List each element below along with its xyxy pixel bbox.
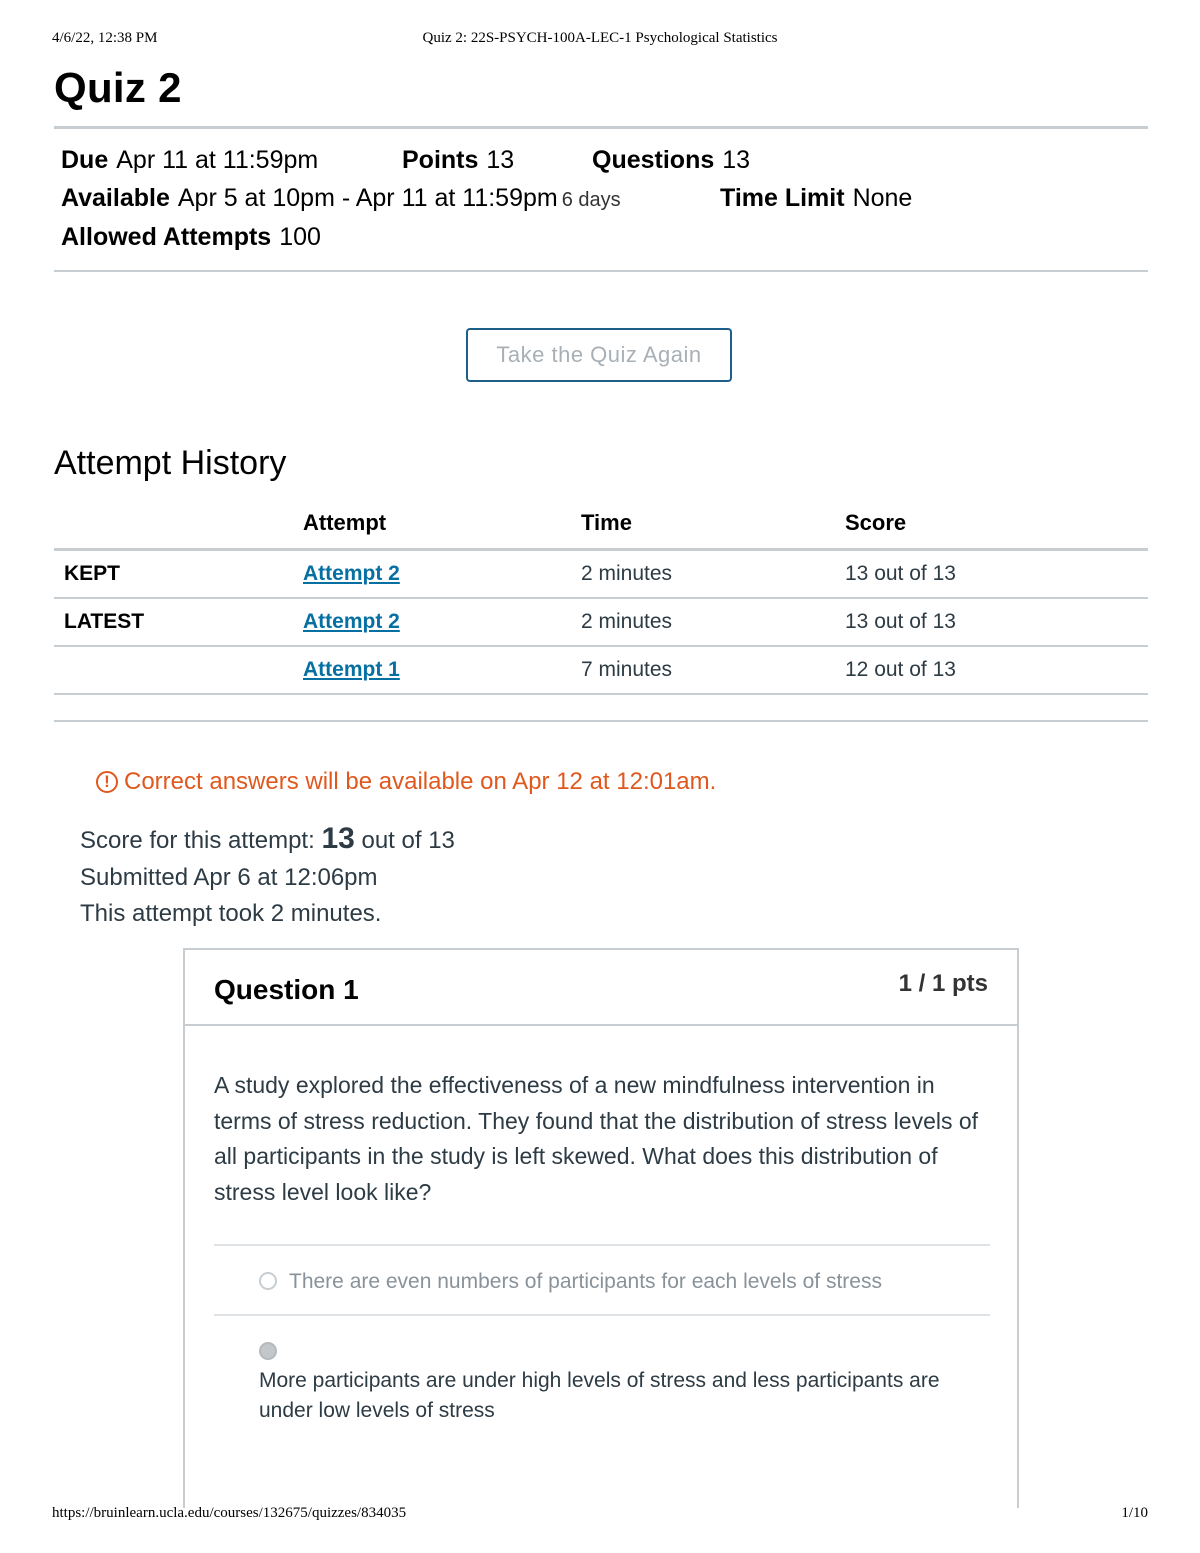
question-title: Question 1 [214, 974, 359, 1005]
due-field [61, 146, 318, 175]
table-row [54, 598, 1148, 646]
divider [54, 270, 1148, 272]
time-limit-label: Time Limit [720, 184, 845, 212]
radio-button-selected[interactable] [259, 1342, 277, 1360]
question-points: 1 / 1 pts [898, 970, 988, 997]
table-row [54, 646, 1148, 694]
print-footer [52, 1505, 1148, 1525]
attempt-score: 12 out of 13 [845, 646, 1148, 694]
questions-field [592, 146, 750, 175]
points-field [402, 146, 514, 175]
answer-divider [214, 1314, 990, 1316]
divider [54, 126, 1148, 129]
attempt-time: 2 minutes [581, 550, 845, 599]
table-row [54, 550, 1148, 599]
print-header [52, 30, 1148, 50]
warning-circle-icon: ! [96, 771, 118, 793]
time-limit-value: None [852, 184, 913, 212]
attempt-history-title: Attempt History [54, 444, 287, 482]
allowed-attempts-label: Allowed Attempts [61, 223, 272, 251]
points-value: 13 [486, 146, 515, 174]
available-label: Available [61, 184, 170, 212]
attempt-history-table [54, 500, 1148, 695]
attempt-link[interactable]: Attempt 2 [303, 610, 400, 633]
allowed-attempts-value: 100 [279, 223, 321, 251]
page-title: Quiz 2 [54, 64, 182, 111]
print-date: 4/6/22, 12:38 PM [52, 30, 158, 46]
time-limit-field [720, 184, 912, 213]
attempt-score: 13 out of 13 [845, 598, 1148, 646]
score-value: 13 [321, 822, 355, 855]
available-duration: 6 days [561, 189, 621, 211]
radio-button-unselected[interactable] [259, 1272, 277, 1290]
questions-label: Questions [592, 146, 715, 174]
questions-value: 13 [722, 146, 751, 174]
print-page-title: Quiz 2: 22S-PSYCH-100A-LEC-1 Psychological Statistics [422, 30, 778, 46]
column-header [54, 500, 303, 550]
question-text: A study explored the effectiveness of a new mindfulness intervention in terms of stress reduction. They found that the distribution of stress levels of all participants in the study is left skewed. What does this distribution of stress level look like? [214, 1072, 979, 1205]
divider [54, 720, 1148, 722]
score-prefix: Score for this attempt: [80, 827, 315, 854]
column-header-attempt: Attempt [303, 500, 581, 550]
submitted-time: Submitted Apr 6 at 12:06pm [80, 864, 378, 891]
score-suffix: out of 13 [361, 827, 455, 854]
answer-divider [214, 1244, 990, 1246]
due-label: Due [61, 146, 109, 174]
attempt-label [54, 646, 303, 694]
due-value: Apr 11 at 11:59pm [116, 146, 319, 174]
attempt-link[interactable]: Attempt 1 [303, 658, 400, 681]
attempt-label: KEPT [54, 550, 303, 599]
question-card [183, 948, 1019, 1508]
answers-availability-notice [96, 768, 716, 796]
attempt-time: 2 minutes [581, 598, 845, 646]
attempt-duration: This attempt took 2 minutes. [80, 900, 382, 927]
attempt-label: LATEST [54, 598, 303, 646]
take-quiz-again-button[interactable]: Take the Quiz Again [466, 328, 732, 382]
allowed-attempts-field [61, 223, 321, 252]
attempt-time: 7 minutes [581, 646, 845, 694]
answer-text: More participants are under high levels of stress and less participants are under low levels of stress [259, 1369, 940, 1422]
attempt-score: 13 out of 13 [845, 550, 1148, 599]
print-url: https://bruinlearn.ucla.edu/courses/132675/quizzes/834035 [52, 1505, 407, 1521]
table-header-row [54, 500, 1148, 550]
attempt-link[interactable]: Attempt 2 [303, 562, 400, 585]
column-header-time: Time [581, 500, 845, 550]
available-field [61, 184, 621, 213]
available-value: Apr 5 at 10pm - Apr 11 at 11:59pm [177, 184, 558, 212]
question-header [185, 950, 1017, 1026]
page-number: 1/10 [1121, 1505, 1148, 1521]
notice-text: Correct answers will be available on Apr 12 at 12:01am. [124, 768, 717, 795]
attempt-score [80, 822, 455, 856]
answer-text: There are even numbers of participants for each levels of stress [289, 1270, 882, 1293]
column-header-score: Score [845, 500, 1148, 550]
points-label: Points [402, 146, 479, 174]
